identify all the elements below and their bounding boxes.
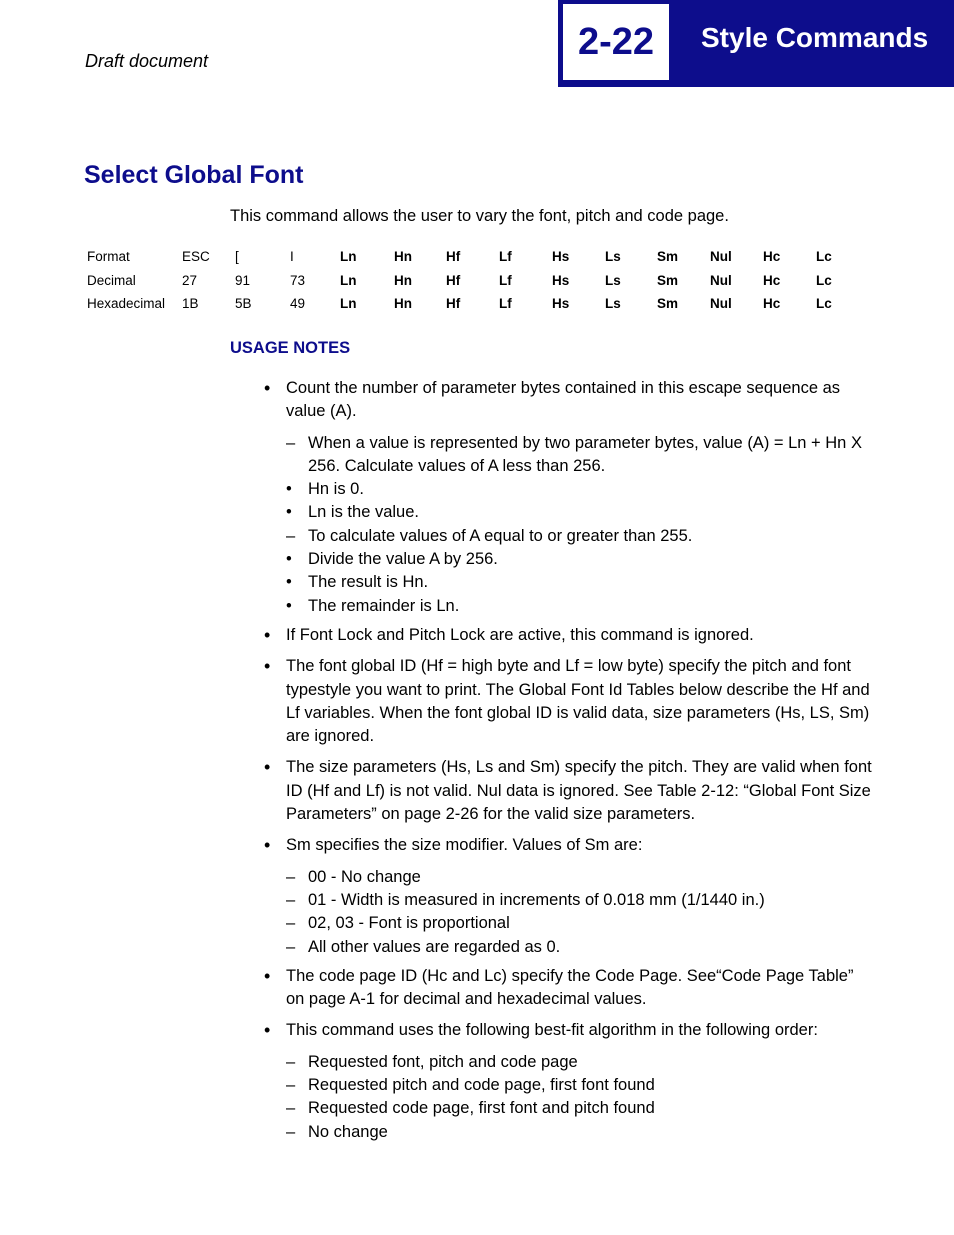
usage-note-text: The code page ID (Hc and Lc) specify the Code Page. See“Code Page Table” on page A-1 for decimal and hexadecimal values. [286, 966, 854, 1009]
usage-note-text: This command uses the following best-fit algorithm in the following order: [286, 1021, 818, 1040]
draft-label: Draft document [85, 51, 209, 71]
bullet-icon: • [264, 965, 271, 986]
usage-note-subitem [264, 571, 874, 594]
usage-note-text: Sm specifies the size modifier. Values of Sm are: [286, 836, 643, 855]
format-table-cell: Lc [816, 296, 832, 311]
format-table-cell: Lf [499, 272, 512, 288]
usage-note-subtext: Requested code page, first font and pitch found [308, 1099, 655, 1118]
format-table-cell: Sm [657, 272, 679, 288]
format-table-cell: Hs [552, 249, 570, 264]
usage-note-subitem [264, 912, 874, 935]
format-table-cell: Hs [552, 272, 570, 288]
bullet-icon: • [264, 1020, 271, 1041]
dash-marker: – [286, 890, 296, 909]
format-table-cell: Hc [763, 249, 781, 264]
usage-note-item [264, 1019, 874, 1042]
usage-note-subtext: Ln is the value. [308, 503, 419, 522]
usage-note-subitem [264, 595, 874, 618]
format-table-cell: Hs [552, 296, 570, 311]
usage-note-subtext: All other values are regarded as 0. [308, 937, 561, 956]
format-table-cell: 73 [290, 272, 306, 288]
usage-note-subtext: 02, 03 - Font is proportional [308, 914, 510, 933]
usage-notes-heading: USAGE NOTES [230, 339, 351, 357]
usage-note-subtext: 00 - No change [308, 867, 421, 886]
usage-note-subtext: 01 - Width is measured in increments of 0.018 mm (1/1440 in.) [308, 890, 765, 909]
format-table-cell: [ [235, 249, 239, 264]
intro-text: This command allows the user to vary the font, pitch and code page. [230, 207, 729, 225]
usage-note-text: If Font Lock and Pitch Lock are active, this command is ignored. [286, 625, 754, 644]
usage-note-sublist [264, 866, 874, 959]
usage-note-subitem [264, 1121, 874, 1144]
usage-note-subtext: The remainder is Ln. [308, 596, 460, 615]
format-table-cell: Sm [657, 249, 679, 264]
format-table-cell: Hn [394, 249, 412, 264]
usage-note-item [264, 377, 874, 424]
format-table-cell: 91 [235, 272, 251, 288]
format-table-cell: Lf [499, 296, 512, 311]
format-table-cell: 5B [235, 296, 252, 311]
usage-note-item [264, 756, 874, 826]
usage-note-subitem [264, 432, 874, 479]
format-table-cell: 27 [182, 272, 198, 288]
format-table-cell: Hn [394, 296, 412, 311]
dash-marker: – [286, 914, 296, 933]
format-table-cell: 1B [182, 296, 199, 311]
format-table-cell: Hf [446, 249, 461, 264]
usage-note-sublist [264, 1051, 874, 1144]
usage-note-subitem [264, 1097, 874, 1120]
format-table-cell: Lc [816, 249, 832, 264]
bullet-icon: • [286, 503, 292, 522]
usage-note-subtext: To calculate values of A equal to or greater than 255. [308, 526, 693, 545]
format-table-cell: 49 [290, 296, 306, 311]
usage-note-item [264, 965, 874, 1012]
dash-marker: – [286, 526, 296, 545]
usage-note-subitem [264, 936, 874, 959]
usage-note-item [264, 624, 874, 647]
bullet-icon: • [264, 656, 271, 677]
usage-note-subitem [264, 1051, 874, 1074]
format-table-cell: Ln [340, 272, 357, 288]
format-table-cell: Ls [605, 249, 621, 264]
format-row-label: Decimal [87, 272, 136, 288]
format-table-cell: Lc [816, 272, 832, 288]
bullet-icon: • [264, 378, 271, 398]
dash-marker: – [286, 867, 296, 886]
dash-marker: – [286, 1076, 296, 1095]
format-table-cell: Ln [340, 296, 357, 311]
usage-note-text: The font global ID (Hf = high byte and Lf = low byte) specify the pitch and font typestyle you want to print. The Global Font Id Tables below describe the Hf and Lf variables. When the font global ID is valid data, size parameters (Hs, LS, Sm) are ignored. [286, 657, 870, 746]
page-title: Select Global Font [84, 161, 304, 189]
format-table-cell: Ls [605, 296, 621, 311]
dash-marker: – [286, 433, 296, 452]
usage-note-text: Count the number of parameter bytes contained in this escape sequence as value (A). [286, 379, 841, 421]
format-row-label: Hexadecimal [87, 296, 166, 311]
usage-note-subtext: Requested font, pitch and code page [308, 1052, 578, 1071]
bullet-icon: • [264, 757, 271, 778]
usage-note-item [264, 655, 874, 748]
usage-note-subtext: Hn is 0. [308, 480, 364, 499]
format-table-cell: Ls [605, 272, 621, 288]
page-number: 2-22 [563, 4, 669, 80]
format-table-cell: Ln [340, 249, 357, 264]
dash-marker: – [286, 937, 296, 956]
format-table-cell: ESC [182, 249, 210, 264]
format-table-cell: Hc [763, 272, 781, 288]
bullet-icon: • [286, 480, 292, 499]
bullet-icon: • [286, 573, 292, 592]
bullet-icon: • [264, 835, 271, 856]
usage-note-subitem [264, 478, 874, 501]
dash-marker: – [286, 1122, 296, 1141]
usage-note-subitem [264, 501, 874, 524]
bullet-icon: • [286, 550, 292, 569]
format-table-cell: Nul [710, 272, 732, 288]
usage-note-subtext: The result is Hn. [308, 573, 429, 592]
usage-note-subtext: When a value is represented by two parameter bytes, value (A) = Ln + Hn X 256. Calculate values of A less than 256. [308, 433, 862, 475]
bullet-icon: • [264, 624, 271, 645]
usage-note-sublist [264, 432, 874, 618]
format-table-cell: Hf [446, 272, 461, 288]
format-row-label: Format [87, 249, 130, 264]
dash-marker: – [286, 1099, 296, 1118]
format-table-cell: Nul [710, 296, 732, 311]
usage-note-text: The size parameters (Hs, Ls and Sm) specify the pitch. They are valid when font ID (Hf and Lf) is not valid. Nul data is ignored. See Table 2-12: “Global Font Size Parameters” on page 2-26 for the valid size parameters. [286, 758, 872, 824]
format-table-cell: Hn [394, 272, 412, 288]
usage-note-subitem [264, 548, 874, 571]
format-table-cell: Hc [763, 296, 781, 311]
usage-note-subitem [264, 866, 874, 889]
usage-note-subitem [264, 1074, 874, 1097]
usage-note-subtext: Requested pitch and code page, first font found [308, 1076, 655, 1095]
usage-note-subtext: No change [308, 1122, 388, 1141]
format-table-cell: Hf [446, 296, 461, 311]
section-title: Style Commands [701, 22, 929, 53]
format-table-cell: Nul [710, 249, 732, 264]
dash-marker: – [286, 1052, 296, 1071]
format-table-cell: Sm [657, 296, 679, 311]
bullet-icon: • [286, 596, 292, 615]
usage-note-subitem [264, 525, 874, 548]
usage-note-subtext: Divide the value A by 256. [308, 550, 498, 569]
format-table-cell: I [290, 249, 294, 264]
usage-note-subitem [264, 889, 874, 912]
usage-note-item [264, 834, 874, 857]
usage-notes-list [264, 377, 874, 1150]
format-table-cell: Lf [499, 249, 512, 264]
